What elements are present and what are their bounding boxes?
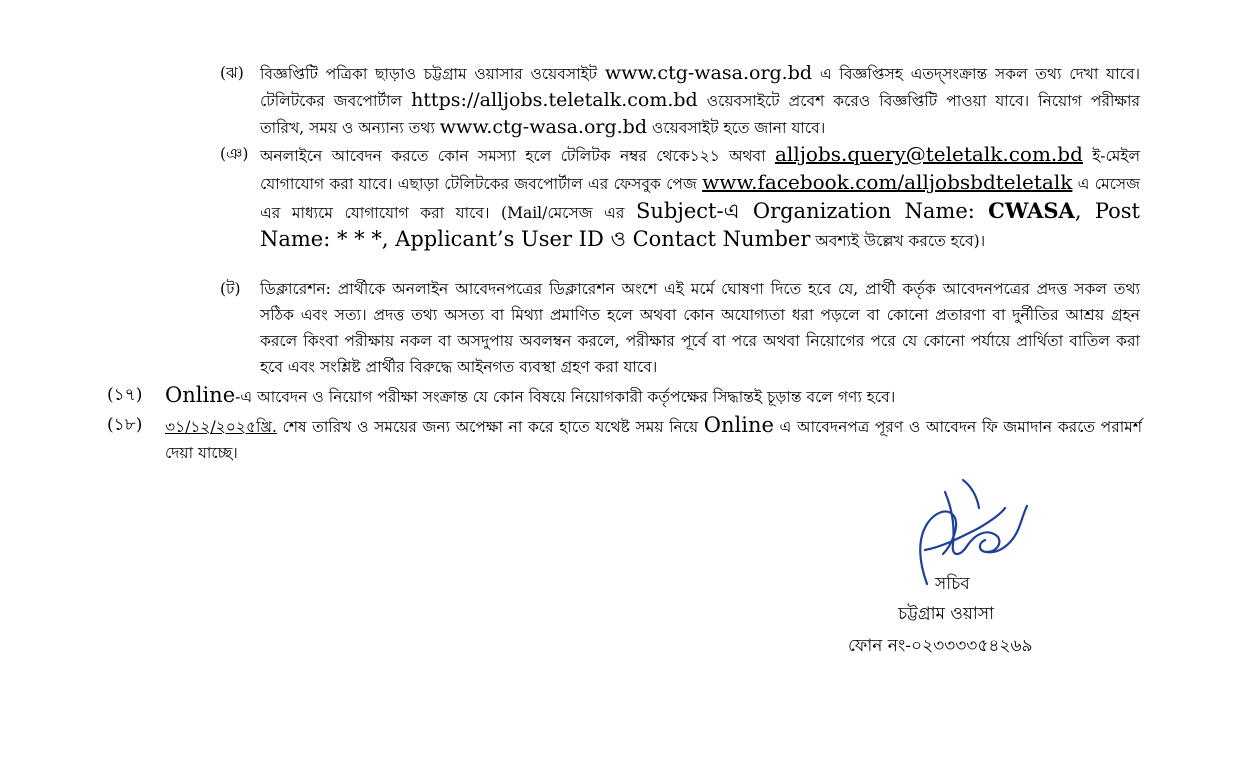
sub-item-marker: (ঝ) (220, 64, 244, 82)
facebook-link[interactable]: www.facebook.com/alljobsbdteletalk (702, 170, 1073, 194)
item-number: (১৮) (107, 415, 143, 435)
email-link[interactable]: alljobs.query@teletalk.com.bd (775, 142, 1083, 166)
org-name: CWASA (988, 198, 1075, 223)
signature-stroke (967, 532, 999, 552)
signatory-phone: ফোন নং-০২৩৩৩৩৫৪২৬৯ (848, 636, 1033, 656)
signature (905, 466, 1035, 596)
signatory-title: সচিব (935, 574, 970, 594)
sub-item-text: বিজ্ঞপ্তিটি পত্রিকা ছাড়াও চট্টগ্রাম ওয়াসার ওয়েবসাইট www.ctg-wasa.org.bd এ বিজ্ঞপ্তিসহ এতদ্‌সংক্রান্ত সকল তথ্য দেখা যাবে। টেলিটকের জবপোর্টাল https://alljobs.teletalk.com.bd ওয়েবসাইটে প্রবেশ করেও বিজ্ঞপ্তিটি পাওয়া যাবে। নিয়োগ পরীক্ষার তারিখ, সময় ও অন্যান্য তথ্য www.ctg-wasa.org.bd ওয়েবসাইট হতে জানা যাবে। (260, 62, 1140, 138)
sub-item-jha (220, 60, 1140, 141)
deadline-date: ৩১/১২/২০২৫খ্রি. (165, 418, 277, 436)
item-text: ৩১/১২/২০২৫খ্রি. শেষ তারিখ ও সময়ের জন্য অপেক্ষা না করে হাতে যথেষ্ট সময় নিয়ে Online এ আবেদনপত্র পূরণ ও আবেদন ফি জমাদান করতে পরামর্শ দেয়া যাচ্ছে। (165, 413, 1143, 462)
item-17 (107, 382, 1142, 410)
sub-item-marker: (ট) (220, 280, 241, 298)
signatory-organization: চট্টগ্রাম ওয়াসা (898, 604, 995, 624)
sub-item-text: ডিক্লারেশন: প্রার্থীকে অনলাইন আবেদনপত্রের ডিক্লারেশন অংশে এই মর্মে ঘোষণা দিতে হবে যে, প্রার্থী কর্তৃক আবেদনপত্রের প্রদত্ত সকল তথ্য সঠিক এবং সত্য। প্রদত্ত তথ্য অসত্য বা মিথ্যা প্রমাণিত হলে অথবা কোন অযোগ্যতা ধরা পড়লে বা কোনো প্রতারণা বা দুর্নীতির আশ্রয় গ্রহন করলে কিংবা পরীক্ষায় নকল বা অসদুপায় অবলম্বন করলে, পরীক্ষার পূর্বে বা পরে অথবা নিয়োগের পরে যে কোনো পর্যায়ে প্রার্থিতা বাতিল করা হবে এবং সংশ্লিষ্ট প্রার্থীর বিরুদ্ধে আইনগত ব্যবস্থা গ্রহণ করা যাবে। (260, 280, 1140, 376)
item-number: (১৭) (107, 385, 143, 405)
signature-stroke (963, 480, 979, 508)
signature-stroke (987, 506, 1027, 552)
jobportal-link[interactable]: https://alljobs.teletalk.com.bd (411, 89, 698, 111)
website-link[interactable]: www.ctg-wasa.org.bd (439, 116, 647, 138)
sub-item-text: অনলাইনে আবেদন করতে কোন সমস্যা হলে টেলিটক নম্বর থেকে১২১ অথবা alljobs.query@teletalk.com.bd ই-মেইল যোগাযোগ করা যাবে। এছাড়া টেলিটকের জবপোর্টাল এর ফেসবুক পেজ www.facebook.com/alljobsbdteletalk এ মেসেজ এর মাধ্যমে যোগাযোগ করা যাবে। (Mail/মেসেজ এর Subject-এ Organization Name: CWASA, Post Name: * * *, Applicant’s User ID ও Contact Number অবশ্যই উল্লেখ করতে হবে)। (260, 142, 1141, 251)
sub-item-marker: (ঞ) (220, 145, 249, 163)
website-link[interactable]: www.ctg-wasa.org.bd (604, 62, 813, 84)
sub-item-ta (220, 276, 1140, 380)
item-18 (107, 412, 1142, 466)
sub-item-nyo (220, 141, 1140, 254)
item-text: Online-এ আবেদন ও নিয়োগ পরীক্ষা সংক্রান্ত যে কোন বিষয়ে নিয়োগকারী কর্তৃপক্ষের সিদ্ধান্তই চূড়ান্ত বলে গণ্য হবে। (165, 383, 896, 407)
